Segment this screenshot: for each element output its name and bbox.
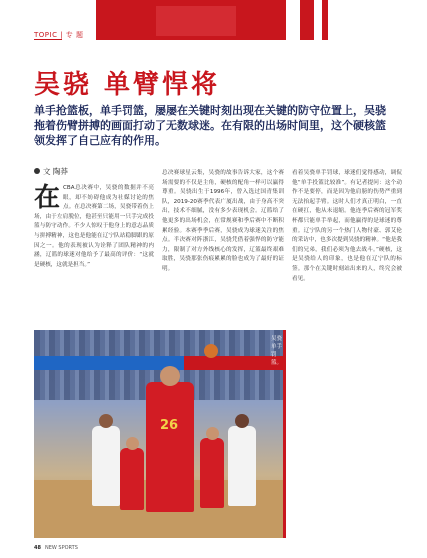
basketball-icon bbox=[204, 344, 218, 358]
game-photo bbox=[34, 330, 283, 538]
player-teammate bbox=[200, 438, 224, 508]
player-opponent bbox=[228, 426, 256, 506]
body-text: CBA总决赛中，吴骁的数据并不亮眼，却不妨碍他成为社媒讨论的焦点。在总决赛第二场，吴骁带着伤上场，由于左肩脱位，他甚至只能用一只手完成投篮与防守动作。不少人惊叹于他身上的意志品质与拼搏精神，这也是他能在辽宁队站稳脚跟的原因之一。他的表现被认为诠释了团队精神的内涵，辽篮的球迷对他给予了最高的评价：“这就是硬核，这就是担当。” bbox=[34, 185, 154, 268]
page-number: 48 bbox=[34, 545, 41, 551]
jersey-number: 26 bbox=[160, 418, 179, 433]
header-red-graphic bbox=[96, 0, 286, 40]
player-teammate bbox=[120, 448, 144, 510]
bullet-icon bbox=[34, 168, 40, 174]
magazine-name: NEW SPORTS bbox=[44, 545, 78, 551]
article-dek: 单手抢篮板，单手罚篮，屡屡在关键时刻出现在关键的防守位置上，吴骁拖着伤臂拼搏的画面打动了无数球迷。在有限的出场时间里，这个硬核篮领发挥了自己应有的作用。 bbox=[34, 104, 386, 147]
byline-text: 文 陶莽 bbox=[43, 167, 68, 176]
topic-rule bbox=[34, 39, 62, 40]
topic-label: TOPIC | 专 题 bbox=[34, 31, 84, 39]
article-title: 吴骁 单臂悍将 bbox=[34, 70, 221, 100]
photo-caption: 吴骁单手罚篮。 bbox=[271, 336, 283, 366]
page-footer bbox=[34, 545, 78, 551]
body-column-2: 总决赛球星云集，吴骁的故事告诉大家，这个赛场需要的不仅是主角，硬核的配角一样可以赢得尊重。吴骁出生于1996年，曾入选过国青集训队，2019-20赛季代表广厦出战，由于身高不突出，技术不细腻，没有多少表现机会。辽篮给了他更多的出场机会，在常规赛和季后赛中不断积累经验。本赛季季后赛，吴骁成为球迷关注的焦点。半决赛对阵浙江，吴骁凭借着强悍的防守能力，限制了对方外线核心的发挥，辽篮最终艰难取胜，吴骁那张伤痕累累的脸也成为了最好的证明。 bbox=[162, 170, 284, 272]
caption-bar bbox=[283, 330, 286, 538]
body-column-3: 看着吴骁单手罚球，球迷们觉得感动，调侃他“单手投篮比较准”。有记者提问：这个动作不是要停，而是因为他肩膀的伤势严重到无法抬起手臂。这时人们才真正明白，一直在硬扛，他从未退缩。他连季后赛的冠军奖杯都只能单手举起，而他赢得的是球迷的尊重。辽宁队的另一个热门人物付豪、郭艾伦的采访中，也多次提到吴骁的精神。“他是我们的兄弟，我们必须为他去战斗。”硬核，这是吴骁给人的印象，也是他在辽宁队的标签。那个在关键时刻站出来的人，终究会被看见。 bbox=[292, 170, 402, 282]
header-stripe bbox=[300, 0, 314, 40]
arena-banner bbox=[34, 356, 184, 370]
dropcap: 在 bbox=[34, 183, 61, 213]
header-stripe bbox=[322, 0, 328, 40]
player-wu-xiao bbox=[146, 382, 194, 512]
arena-banner bbox=[184, 356, 283, 370]
player-opponent bbox=[92, 426, 120, 506]
body-column-1 bbox=[34, 184, 154, 270]
byline bbox=[34, 166, 68, 177]
